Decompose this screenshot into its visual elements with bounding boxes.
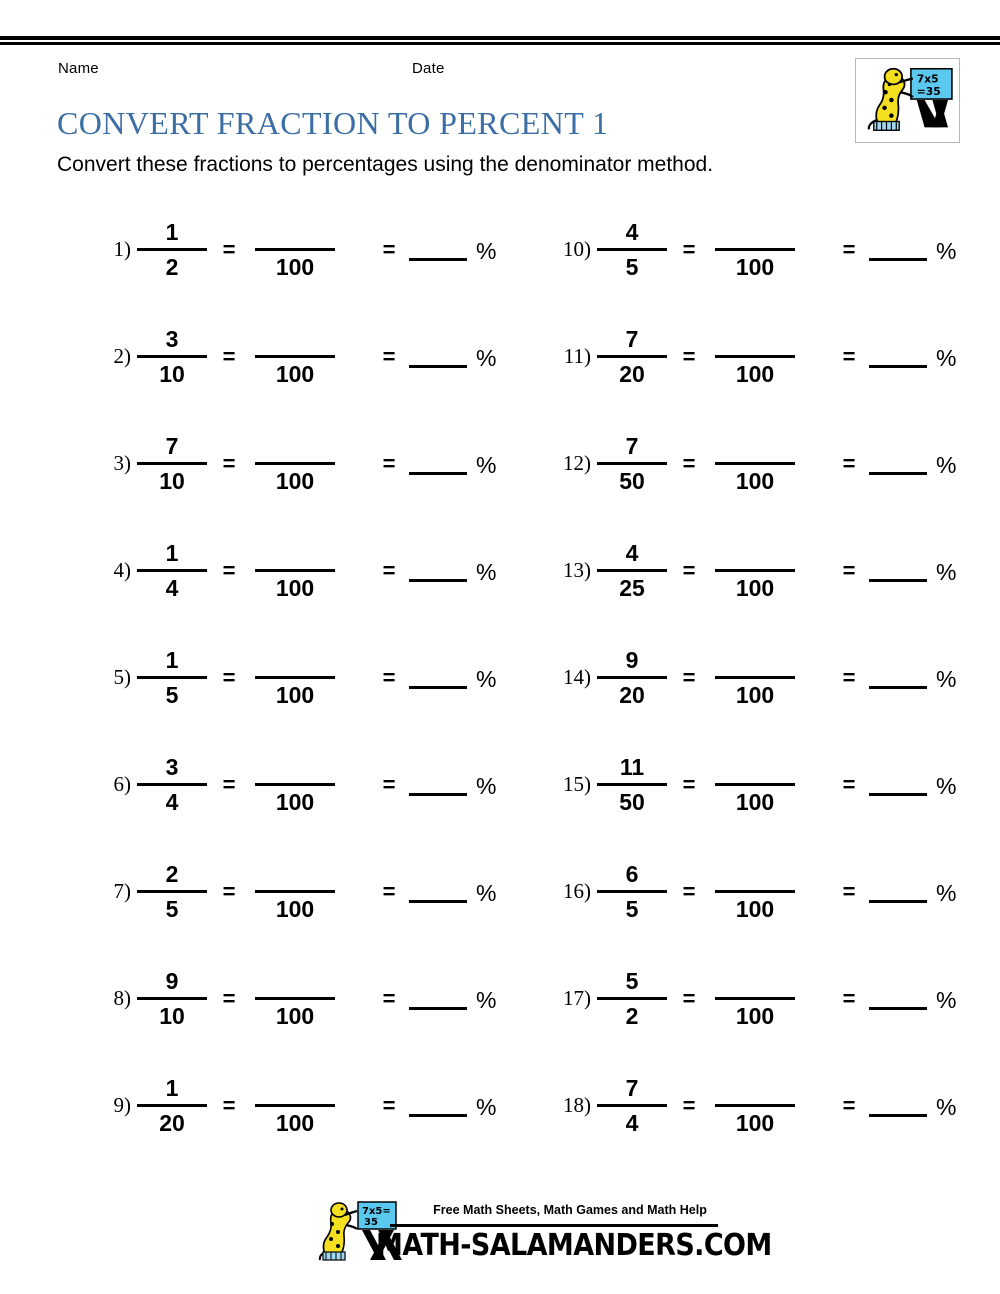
percent-sign: % bbox=[936, 345, 957, 371]
percent-sign: % bbox=[476, 559, 497, 585]
answer-fraction-over-100[interactable] bbox=[715, 861, 795, 922]
answer-fraction-over-100[interactable] bbox=[715, 326, 795, 387]
fraction-denominator: 10 bbox=[159, 361, 185, 387]
equals-sign-1: = bbox=[682, 236, 696, 262]
fraction-bar bbox=[255, 783, 335, 786]
equals-sign-2: = bbox=[842, 343, 856, 369]
fraction-bar bbox=[137, 783, 207, 786]
fraction-numerator: 5 bbox=[625, 968, 639, 994]
problem-number: 14) bbox=[563, 665, 591, 689]
equals-sign-1: = bbox=[682, 985, 696, 1011]
percent-sign: % bbox=[476, 452, 497, 478]
fraction-denominator-100: 100 bbox=[735, 682, 775, 708]
problem-row bbox=[85, 624, 545, 731]
answer-fraction-over-100[interactable] bbox=[715, 1075, 795, 1136]
fraction-numerator: 9 bbox=[165, 968, 179, 994]
percent-sign: % bbox=[936, 1094, 957, 1120]
fraction-numerator: 3 bbox=[165, 754, 179, 780]
fraction-bar bbox=[715, 569, 795, 572]
percent-answer-blank[interactable] bbox=[869, 773, 927, 796]
fraction-bar bbox=[255, 997, 335, 1000]
page-subtitle: Convert these fractions to percentages using the denominator method. bbox=[57, 153, 714, 176]
given-fraction bbox=[597, 647, 667, 708]
problem-number: 4) bbox=[113, 558, 131, 582]
fraction-bar bbox=[715, 355, 795, 358]
answer-fraction-over-100[interactable] bbox=[715, 754, 795, 815]
given-fraction bbox=[137, 1075, 207, 1136]
fraction-bar bbox=[715, 248, 795, 251]
fraction-denominator-100: 100 bbox=[275, 789, 315, 815]
problem-row bbox=[545, 624, 1000, 731]
answer-fraction-over-100[interactable] bbox=[715, 433, 795, 494]
fraction-denominator-100: 100 bbox=[275, 896, 315, 922]
fraction-bar bbox=[715, 1104, 795, 1107]
fraction-bar bbox=[597, 248, 667, 251]
numerator-answer-blank[interactable] bbox=[284, 754, 306, 780]
equals-sign-2: = bbox=[842, 771, 856, 797]
percent-answer-slot bbox=[869, 987, 957, 1013]
fraction-numerator: 4 bbox=[625, 219, 639, 245]
answer-fraction-over-100[interactable] bbox=[255, 1075, 335, 1136]
equals-sign-1: = bbox=[222, 1092, 236, 1118]
fraction-denominator: 2 bbox=[165, 254, 179, 280]
problem-row bbox=[545, 410, 1000, 517]
problem-row bbox=[545, 303, 1000, 410]
percent-sign: % bbox=[936, 559, 957, 585]
percent-sign: % bbox=[476, 880, 497, 906]
problem-number: 6) bbox=[113, 772, 131, 796]
fraction-bar bbox=[137, 997, 207, 1000]
footer-branding bbox=[318, 1198, 772, 1270]
numerator-answer-blank[interactable] bbox=[284, 647, 306, 673]
equals-sign-2: = bbox=[842, 878, 856, 904]
fraction-numerator: 9 bbox=[625, 647, 639, 673]
equals-sign-1: = bbox=[222, 236, 236, 262]
given-fraction bbox=[597, 968, 667, 1029]
fraction-bar bbox=[255, 1104, 335, 1107]
problem-number: 2) bbox=[113, 344, 131, 368]
given-fraction bbox=[137, 540, 207, 601]
percent-answer-blank[interactable] bbox=[869, 559, 927, 582]
answer-fraction-over-100[interactable] bbox=[255, 754, 335, 815]
equals-sign-1: = bbox=[682, 771, 696, 797]
equals-sign-1: = bbox=[682, 664, 696, 690]
percent-answer-slot bbox=[409, 666, 497, 692]
fraction-numerator: 1 bbox=[165, 540, 179, 566]
fraction-numerator: 1 bbox=[165, 647, 179, 673]
problem-number: 5) bbox=[113, 665, 131, 689]
problem-row bbox=[545, 945, 1000, 1052]
answer-fraction-over-100[interactable] bbox=[715, 968, 795, 1029]
numerator-answer-blank[interactable] bbox=[284, 540, 306, 566]
fraction-denominator-100: 100 bbox=[735, 468, 775, 494]
fraction-denominator-100: 100 bbox=[735, 896, 775, 922]
numerator-answer-blank[interactable] bbox=[284, 326, 306, 352]
answer-fraction-over-100[interactable] bbox=[255, 219, 335, 280]
percent-answer-slot bbox=[409, 452, 497, 478]
fraction-bar bbox=[137, 676, 207, 679]
percent-answer-blank[interactable] bbox=[869, 666, 927, 689]
fraction-bar bbox=[597, 783, 667, 786]
fraction-bar bbox=[715, 997, 795, 1000]
fraction-bar bbox=[597, 1104, 667, 1107]
numerator-answer-blank[interactable] bbox=[284, 433, 306, 459]
equals-sign-1: = bbox=[222, 557, 236, 583]
problem-row bbox=[85, 838, 545, 945]
numerator-answer-blank[interactable] bbox=[744, 219, 766, 245]
percent-answer-slot bbox=[869, 1094, 957, 1120]
fraction-bar bbox=[137, 462, 207, 465]
problem-number: 11) bbox=[563, 344, 591, 368]
fraction-denominator: 5 bbox=[625, 254, 639, 280]
numerator-answer-blank[interactable] bbox=[284, 861, 306, 887]
fraction-denominator: 50 bbox=[619, 789, 645, 815]
answer-fraction-over-100[interactable] bbox=[255, 647, 335, 708]
fraction-denominator: 2 bbox=[625, 1003, 639, 1029]
percent-sign: % bbox=[936, 773, 957, 799]
fraction-bar bbox=[715, 676, 795, 679]
problem-number: 15) bbox=[563, 772, 591, 796]
problem-row bbox=[85, 303, 545, 410]
fraction-denominator: 5 bbox=[625, 896, 639, 922]
fraction-numerator: 11 bbox=[619, 754, 645, 780]
fraction-denominator-100: 100 bbox=[275, 575, 315, 601]
percent-sign: % bbox=[936, 880, 957, 906]
numerator-answer-blank[interactable] bbox=[744, 647, 766, 673]
problem-number: 7) bbox=[113, 879, 131, 903]
svg-text:7x5: 7x5 bbox=[916, 72, 939, 86]
percent-answer-slot bbox=[869, 238, 957, 264]
equals-sign-1: = bbox=[682, 557, 696, 583]
given-fraction bbox=[597, 1075, 667, 1136]
problem-row bbox=[545, 196, 1000, 303]
fraction-bar bbox=[597, 355, 667, 358]
fraction-denominator-100: 100 bbox=[735, 1003, 775, 1029]
equals-sign-2: = bbox=[382, 236, 396, 262]
fraction-denominator: 50 bbox=[619, 468, 645, 494]
given-fraction bbox=[597, 326, 667, 387]
given-fraction bbox=[597, 219, 667, 280]
percent-answer-blank[interactable] bbox=[869, 345, 927, 368]
percent-answer-slot bbox=[869, 345, 957, 371]
percent-sign: % bbox=[476, 666, 497, 692]
fraction-numerator: 4 bbox=[625, 540, 639, 566]
fraction-bar bbox=[255, 248, 335, 251]
equals-sign-2: = bbox=[382, 771, 396, 797]
fraction-bar bbox=[597, 890, 667, 893]
fraction-bar bbox=[137, 248, 207, 251]
problem-number: 13) bbox=[563, 558, 591, 582]
fraction-bar bbox=[137, 569, 207, 572]
fraction-bar bbox=[255, 462, 335, 465]
numerator-answer-blank[interactable] bbox=[744, 326, 766, 352]
name-label: Name bbox=[58, 60, 99, 77]
numerator-answer-blank[interactable] bbox=[284, 1075, 306, 1101]
equals-sign-1: = bbox=[682, 343, 696, 369]
problem-number: 17) bbox=[563, 986, 591, 1010]
problem-number: 8) bbox=[113, 986, 131, 1010]
answer-fraction-over-100[interactable] bbox=[715, 540, 795, 601]
footer-domain-text: MATH-SALAMANDERS.COM bbox=[376, 1228, 772, 1263]
fraction-bar bbox=[597, 569, 667, 572]
problem-row bbox=[545, 731, 1000, 838]
problem-row bbox=[85, 196, 545, 303]
equals-sign-1: = bbox=[682, 1092, 696, 1118]
fraction-bar bbox=[715, 783, 795, 786]
fraction-denominator: 20 bbox=[619, 682, 645, 708]
fraction-bar bbox=[597, 676, 667, 679]
percent-answer-slot bbox=[409, 345, 497, 371]
problem-number: 9) bbox=[113, 1093, 131, 1117]
problems-column-right bbox=[545, 196, 1000, 1159]
top-divider-rule bbox=[0, 36, 1000, 45]
answer-fraction-over-100[interactable] bbox=[255, 540, 335, 601]
equals-sign-2: = bbox=[382, 343, 396, 369]
percent-answer-blank[interactable] bbox=[409, 880, 467, 903]
fraction-denominator-100: 100 bbox=[735, 575, 775, 601]
percent-answer-blank[interactable] bbox=[869, 238, 927, 261]
answer-fraction-over-100[interactable] bbox=[255, 326, 335, 387]
fraction-denominator: 20 bbox=[619, 361, 645, 387]
given-fraction bbox=[597, 861, 667, 922]
fraction-denominator: 4 bbox=[165, 575, 179, 601]
svg-text:=35: =35 bbox=[916, 85, 941, 99]
fraction-numerator: 7 bbox=[625, 433, 639, 459]
equals-sign-2: = bbox=[842, 985, 856, 1011]
fraction-denominator: 25 bbox=[619, 575, 645, 601]
fraction-bar bbox=[137, 355, 207, 358]
equals-sign-2: = bbox=[382, 557, 396, 583]
percent-answer-slot bbox=[869, 880, 957, 906]
fraction-denominator: 4 bbox=[625, 1110, 639, 1136]
page-title: CONVERT FRACTION TO PERCENT 1 bbox=[57, 105, 609, 141]
problem-row bbox=[545, 838, 1000, 945]
answer-fraction-over-100[interactable] bbox=[255, 968, 335, 1029]
percent-answer-blank[interactable] bbox=[409, 666, 467, 689]
fraction-denominator-100: 100 bbox=[275, 1110, 315, 1136]
percent-sign: % bbox=[476, 987, 497, 1013]
fraction-numerator: 2 bbox=[165, 861, 179, 887]
equals-sign-1: = bbox=[222, 343, 236, 369]
fraction-denominator-100: 100 bbox=[275, 361, 315, 387]
problem-row bbox=[85, 1052, 545, 1159]
fraction-bar bbox=[597, 997, 667, 1000]
fraction-numerator: 7 bbox=[625, 326, 639, 352]
given-fraction bbox=[137, 219, 207, 280]
given-fraction bbox=[137, 968, 207, 1029]
equals-sign-2: = bbox=[382, 664, 396, 690]
problem-number: 3) bbox=[113, 451, 131, 475]
percent-answer-slot bbox=[869, 773, 957, 799]
equals-sign-1: = bbox=[222, 450, 236, 476]
equals-sign-1: = bbox=[682, 878, 696, 904]
equals-sign-1: = bbox=[222, 985, 236, 1011]
given-fraction bbox=[597, 754, 667, 815]
problem-row bbox=[85, 410, 545, 517]
fraction-numerator: 3 bbox=[165, 326, 179, 352]
equals-sign-1: = bbox=[222, 771, 236, 797]
fraction-denominator: 20 bbox=[159, 1110, 185, 1136]
fraction-bar bbox=[137, 1104, 207, 1107]
percent-answer-blank[interactable] bbox=[869, 987, 927, 1010]
percent-sign: % bbox=[476, 1094, 497, 1120]
given-fraction bbox=[137, 861, 207, 922]
fraction-denominator-100: 100 bbox=[275, 254, 315, 280]
svg-text:7x5=: 7x5= bbox=[362, 1206, 391, 1217]
date-label: Date bbox=[412, 60, 445, 77]
fraction-bar bbox=[715, 890, 795, 893]
percent-answer-blank[interactable] bbox=[409, 238, 467, 261]
answer-fraction-over-100[interactable] bbox=[255, 861, 335, 922]
equals-sign-2: = bbox=[842, 1092, 856, 1118]
numerator-answer-blank[interactable] bbox=[744, 861, 766, 887]
equals-sign-2: = bbox=[842, 557, 856, 583]
percent-answer-slot bbox=[409, 559, 497, 585]
equals-sign-2: = bbox=[842, 236, 856, 262]
fraction-denominator-100: 100 bbox=[275, 682, 315, 708]
equals-sign-2: = bbox=[842, 664, 856, 690]
numerator-answer-blank[interactable] bbox=[744, 968, 766, 994]
fraction-bar bbox=[255, 676, 335, 679]
fraction-denominator-100: 100 bbox=[735, 789, 775, 815]
problem-row bbox=[545, 517, 1000, 624]
corner-logo bbox=[855, 58, 960, 143]
percent-answer-blank[interactable] bbox=[869, 1094, 927, 1117]
percent-sign: % bbox=[936, 987, 957, 1013]
numerator-answer-blank[interactable] bbox=[744, 1075, 766, 1101]
salamander-teacher-icon bbox=[856, 59, 959, 142]
answer-fraction-over-100[interactable] bbox=[715, 219, 795, 280]
fraction-denominator-100: 100 bbox=[735, 361, 775, 387]
percent-answer-slot bbox=[409, 987, 497, 1013]
equals-sign-1: = bbox=[222, 664, 236, 690]
fraction-denominator: 10 bbox=[159, 468, 185, 494]
top-divider-inner-line bbox=[0, 40, 1000, 42]
fraction-bar bbox=[137, 890, 207, 893]
fraction-bar bbox=[255, 355, 335, 358]
problem-number: 12) bbox=[563, 451, 591, 475]
percent-answer-slot bbox=[869, 452, 957, 478]
fraction-denominator: 5 bbox=[165, 896, 179, 922]
numerator-answer-blank[interactable] bbox=[284, 219, 306, 245]
footer-divider-rule bbox=[390, 1224, 718, 1227]
problem-row bbox=[85, 945, 545, 1052]
percent-answer-blank[interactable] bbox=[869, 880, 927, 903]
numerator-answer-blank[interactable] bbox=[744, 754, 766, 780]
problems-column-left bbox=[85, 196, 545, 1159]
equals-sign-1: = bbox=[682, 450, 696, 476]
fraction-numerator: 7 bbox=[165, 433, 179, 459]
fraction-bar bbox=[597, 462, 667, 465]
percent-answer-blank[interactable] bbox=[409, 559, 467, 582]
percent-answer-blank[interactable] bbox=[869, 452, 927, 475]
percent-answer-slot bbox=[409, 773, 497, 799]
fraction-bar bbox=[255, 569, 335, 572]
svg-text:35: 35 bbox=[364, 1217, 378, 1228]
problem-number: 10) bbox=[563, 237, 591, 261]
given-fraction bbox=[137, 433, 207, 494]
percent-sign: % bbox=[476, 345, 497, 371]
problem-row bbox=[85, 731, 545, 838]
fraction-denominator: 5 bbox=[165, 682, 179, 708]
percent-sign: % bbox=[936, 452, 957, 478]
numerator-answer-blank[interactable] bbox=[744, 433, 766, 459]
equals-sign-2: = bbox=[842, 450, 856, 476]
given-fraction bbox=[137, 647, 207, 708]
problem-row bbox=[545, 1052, 1000, 1159]
fraction-bar bbox=[715, 462, 795, 465]
given-fraction bbox=[137, 326, 207, 387]
fraction-denominator-100: 100 bbox=[275, 1003, 315, 1029]
header-fields bbox=[0, 60, 1000, 82]
percent-answer-blank[interactable] bbox=[409, 345, 467, 368]
fraction-numerator: 1 bbox=[165, 1075, 179, 1101]
percent-answer-slot bbox=[869, 666, 957, 692]
fraction-denominator: 10 bbox=[159, 1003, 185, 1029]
problem-number: 1) bbox=[113, 237, 131, 261]
numerator-answer-blank[interactable] bbox=[744, 540, 766, 566]
fraction-bar bbox=[255, 890, 335, 893]
fraction-numerator: 6 bbox=[625, 861, 639, 887]
equals-sign-1: = bbox=[222, 878, 236, 904]
percent-answer-blank[interactable] bbox=[409, 773, 467, 796]
equals-sign-2: = bbox=[382, 878, 396, 904]
percent-sign: % bbox=[476, 773, 497, 799]
fraction-numerator: 7 bbox=[625, 1075, 639, 1101]
answer-fraction-over-100[interactable] bbox=[255, 433, 335, 494]
percent-answer-slot bbox=[409, 1094, 497, 1120]
given-fraction bbox=[597, 433, 667, 494]
fraction-denominator: 4 bbox=[165, 789, 179, 815]
problem-number: 18) bbox=[563, 1093, 591, 1117]
equals-sign-2: = bbox=[382, 450, 396, 476]
percent-sign: % bbox=[936, 666, 957, 692]
fraction-denominator-100: 100 bbox=[735, 254, 775, 280]
numerator-answer-blank[interactable] bbox=[284, 968, 306, 994]
answer-fraction-over-100[interactable] bbox=[715, 647, 795, 708]
percent-answer-blank[interactable] bbox=[409, 1094, 467, 1117]
problem-number: 16) bbox=[563, 879, 591, 903]
problem-row bbox=[85, 517, 545, 624]
fraction-denominator-100: 100 bbox=[735, 1110, 775, 1136]
percent-answer-slot bbox=[409, 880, 497, 906]
fraction-numerator: 1 bbox=[165, 219, 179, 245]
percent-sign: % bbox=[476, 238, 497, 264]
given-fraction bbox=[137, 754, 207, 815]
percent-answer-slot bbox=[409, 238, 497, 264]
percent-answer-blank[interactable] bbox=[409, 987, 467, 1010]
footer-tagline: Free Math Sheets, Math Games and Math Help bbox=[433, 1203, 707, 1217]
fraction-denominator-100: 100 bbox=[275, 468, 315, 494]
percent-sign: % bbox=[936, 238, 957, 264]
equals-sign-2: = bbox=[382, 985, 396, 1011]
percent-answer-blank[interactable] bbox=[409, 452, 467, 475]
equals-sign-2: = bbox=[382, 1092, 396, 1118]
given-fraction bbox=[597, 540, 667, 601]
percent-answer-slot bbox=[869, 559, 957, 585]
